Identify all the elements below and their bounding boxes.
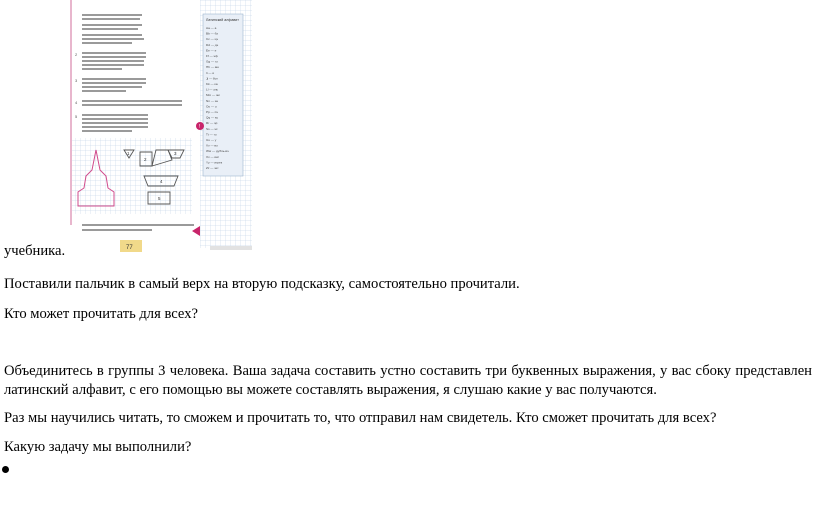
alphabet-entry: Cc — цэ bbox=[206, 37, 218, 42]
alphabet-entry: Aa — а bbox=[206, 26, 217, 30]
textbook-page-image bbox=[60, 0, 252, 258]
alphabet-entry: Ss — эс bbox=[206, 126, 218, 131]
svg-text:5: 5 bbox=[75, 114, 78, 119]
alphabet-entry: Qq — ку bbox=[206, 115, 218, 120]
shape-number-2: 2 bbox=[144, 157, 147, 162]
alphabet-entry: Ii — и bbox=[206, 70, 215, 75]
paragraph-instruction-hint: Поставили пальчик в самый верх на вторую подсказку, самостоятельно прочитали. bbox=[4, 276, 520, 292]
paragraph-page-reference: учебника. bbox=[4, 243, 66, 259]
alphabet-entry: Hh — аш bbox=[206, 65, 219, 70]
alphabet-entry: Mm — эм bbox=[206, 93, 220, 98]
paragraph-question-task: Какую задачу мы выполнили? bbox=[4, 439, 192, 455]
alphabet-entry: Ww — дубль-вэ bbox=[206, 149, 229, 154]
svg-text:2: 2 bbox=[75, 52, 78, 57]
alphabet-entry: Ll — эль bbox=[206, 87, 219, 92]
alphabet-entry: Rr — эр bbox=[206, 121, 218, 126]
alphabet-entry: Ee — е bbox=[206, 48, 217, 53]
shape-number-1: 1 bbox=[127, 151, 130, 156]
alphabet-entry: Bb — бэ bbox=[206, 31, 218, 36]
bullet-point bbox=[2, 466, 9, 473]
alphabet-title: Латинский алфавит bbox=[206, 18, 239, 22]
alphabet-entry: Xx — икс bbox=[206, 154, 220, 159]
svg-text:4: 4 bbox=[75, 100, 78, 105]
alphabet-entry: Zz — зет bbox=[206, 166, 219, 170]
paragraph-witness-message: Раз мы научились читать, то сможем и прочитать то, что отправил нам свидетель. Кто сможет прочитать для всех? bbox=[4, 410, 717, 426]
paragraph-question-read: Кто может прочитать для всех? bbox=[4, 306, 198, 322]
alphabet-entry: Uu — у bbox=[206, 138, 217, 142]
alphabet-entry: Vv — вэ bbox=[206, 143, 218, 148]
alphabet-entry: Tt — тэ bbox=[206, 132, 217, 137]
shape-number-3: 3 bbox=[174, 151, 177, 156]
alphabet-entry: Yy — игрек bbox=[206, 160, 223, 165]
svg-text:3: 3 bbox=[75, 78, 78, 83]
shape-number-5: 5 bbox=[158, 196, 161, 201]
alphabet-entry: Pp — пэ bbox=[206, 110, 218, 114]
shape-number-4: 4 bbox=[160, 179, 163, 184]
alphabet-entry: Gg — гэ bbox=[206, 59, 218, 64]
svg-text:!: ! bbox=[198, 124, 201, 130]
alphabet-entry: Ff — эф bbox=[206, 54, 218, 58]
alphabet-entry: Nn — эн bbox=[206, 98, 219, 103]
alphabet-entry: Oo — о bbox=[206, 104, 217, 109]
alphabet-entry: Kk — ка bbox=[206, 82, 218, 86]
alphabet-entry: Dd — дэ bbox=[206, 42, 219, 47]
alphabet-entry: Jj — йот bbox=[206, 76, 218, 81]
page-number: 77 bbox=[126, 245, 133, 251]
paragraph-group-task: Объединитесь в группы 3 человека. Ваша задача составить устно составить три буквенных выражения, у вас сбоку представлен латинский алфавит, с его помощью вы можете составлять выражения, я слушаю какие у вас получаются. bbox=[4, 363, 812, 398]
